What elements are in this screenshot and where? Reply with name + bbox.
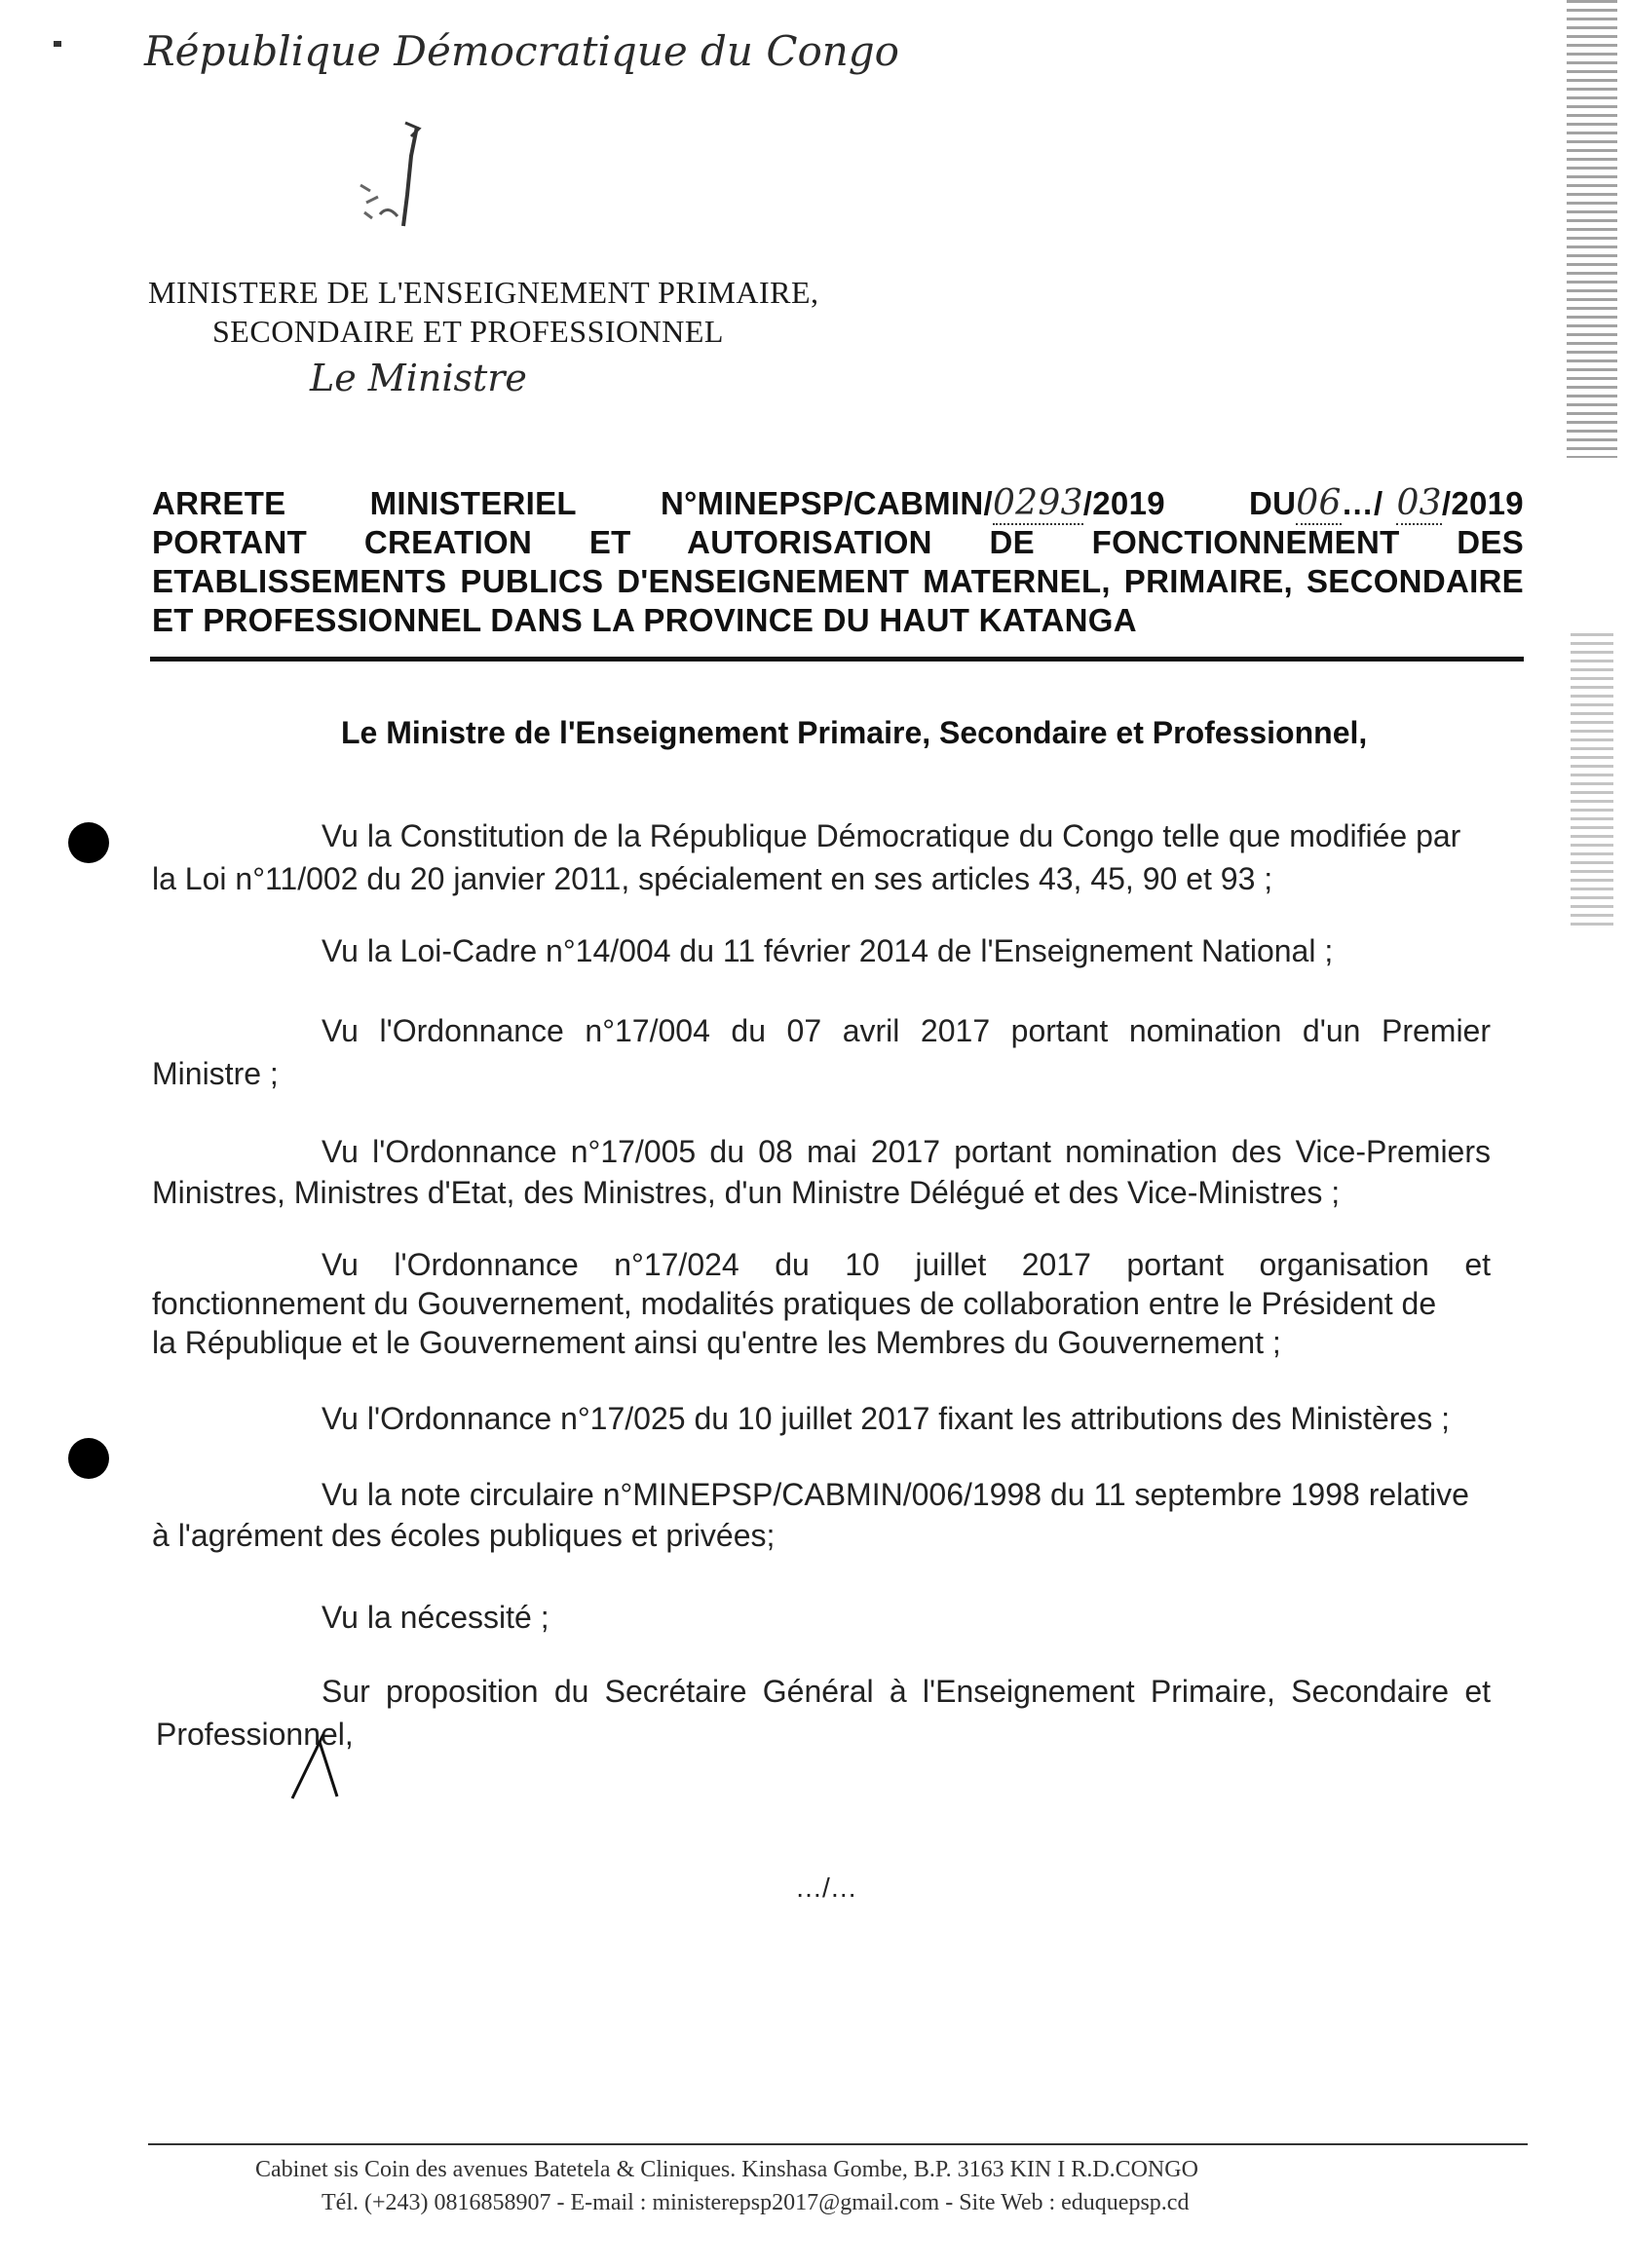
para-ord-025: Vu l'Ordonnance n°17/025 du 10 juillet 2017 fixant les attributions des Ministères ;: [322, 1401, 1450, 1436]
footer-rule: [148, 2143, 1528, 2145]
para-constitution-l2: la Loi n°11/002 du 20 janvier 2011, spécialement en ses articles 43, 45, 90 et 93 ;: [152, 861, 1273, 896]
footer-address: Cabinet sis Coin des avenues Batetela & Cliniques. Kinshasa Gombe, B.P. 3163 KIN I R.D.CONGO: [255, 2157, 1198, 2182]
decree-ref-year: /2019: [1082, 485, 1165, 521]
decree-ref-number: 0293: [992, 483, 1083, 523]
decree-line-2: PORTANT CREATION ET AUTORISATION DE FONCTIONNEMENT DES: [152, 524, 1524, 560]
scan-artifact-right-2: [1571, 633, 1613, 926]
para-ord-005-l1: Vu l'Ordonnance n°17/005 du 08 mai 2017 portant nomination des Vice-Premiers: [322, 1134, 1491, 1169]
para-note-circulaire-l2: à l'agrément des écoles publiques et privées;: [152, 1518, 776, 1553]
para-ord-004-l1: Vu l'Ordonnance n°17/004 du 07 avril 2017 portant nomination d'un Premier: [322, 1013, 1491, 1048]
para-proposition-l2: Professionnel,: [156, 1717, 354, 1752]
para-ord-024-l1: Vu l'Ordonnance n°17/024 du 10 juillet 2017 portant organisation et: [322, 1247, 1491, 1282]
decree-line-4: ET PROFESSIONNEL DANS LA PROVINCE DU HAUT KATANGA: [152, 602, 1137, 638]
republic-header: République Démocratique du Congo: [144, 27, 899, 75]
handwritten-initial-icon: [281, 1728, 349, 1806]
para-loi-cadre: Vu la Loi-Cadre n°14/004 du 11 février 2014 de l'Enseignement National ;: [322, 933, 1334, 968]
emblem-icon: [322, 117, 438, 244]
scan-mark: [54, 41, 61, 47]
punch-hole-bottom: [68, 1438, 109, 1479]
scan-artifact-right: [1567, 0, 1617, 458]
decree-du: DU: [1248, 485, 1297, 521]
decree-type: MINISTERIEL: [369, 485, 577, 521]
decree-date-day: 06: [1296, 483, 1342, 523]
continuation-mark: …/…: [795, 1872, 857, 1903]
para-note-circulaire-l1: Vu la note circulaire n°MINEPSP/CABMIN/006/1998 du 11 septembre 1998 relative: [322, 1477, 1469, 1512]
decree-date: DU06…/ 03/2019: [1248, 483, 1524, 523]
ministry-line-2: SECONDAIRE ET PROFESSIONNEL: [212, 314, 724, 349]
para-constitution-l1: Vu la Constitution de la République Démocratique du Congo telle que modifiée par: [322, 818, 1461, 853]
decree-ref-prefix: N°MINEPSP/CABMIN/: [660, 485, 993, 521]
decree-line-1: [152, 483, 1524, 523]
para-necessite: Vu la nécessité ;: [322, 1600, 549, 1635]
body-heading: Le Ministre de l'Enseignement Primaire, Secondaire et Professionnel,: [341, 715, 1368, 750]
ministry-line-1: MINISTERE DE L'ENSEIGNEMENT PRIMAIRE,: [148, 275, 819, 310]
para-ord-024-l2: fonctionnement du Gouvernement, modalités pratiques de collaboration entre le Président de: [152, 1286, 1437, 1321]
para-proposition-l1: Sur proposition du Secrétaire Général à l'Enseignement Primaire, Secondaire et: [322, 1674, 1491, 1709]
punch-hole-top: [68, 822, 109, 863]
decree-line-3: ETABLISSEMENTS PUBLICS D'ENSEIGNEMENT MATERNEL, PRIMAIRE, SECONDAIRE: [152, 563, 1524, 599]
decree-reference: [661, 483, 1165, 523]
para-ord-024-l3: la République et le Gouvernement ainsi qu'entre les Membres du Gouvernement ;: [152, 1325, 1281, 1360]
title-divider: [150, 657, 1524, 662]
para-ord-004-l2: Ministre ;: [152, 1056, 279, 1091]
footer-contact: Tél. (+243) 0816858907 - E-mail : ministerepsp2017@gmail.com - Site Web : eduquepsp.cd: [322, 2190, 1190, 2215]
para-ord-005-l2: Ministres, Ministres d'Etat, des Ministres, d'un Ministre Délégué et des Vice-Ministres ;: [152, 1175, 1341, 1210]
decree-date-year: /2019: [1441, 485, 1524, 521]
decree-date-month: 03: [1396, 483, 1442, 523]
minister-label: Le Ministre: [310, 357, 527, 399]
decree-label: ARRETE: [152, 485, 286, 521]
